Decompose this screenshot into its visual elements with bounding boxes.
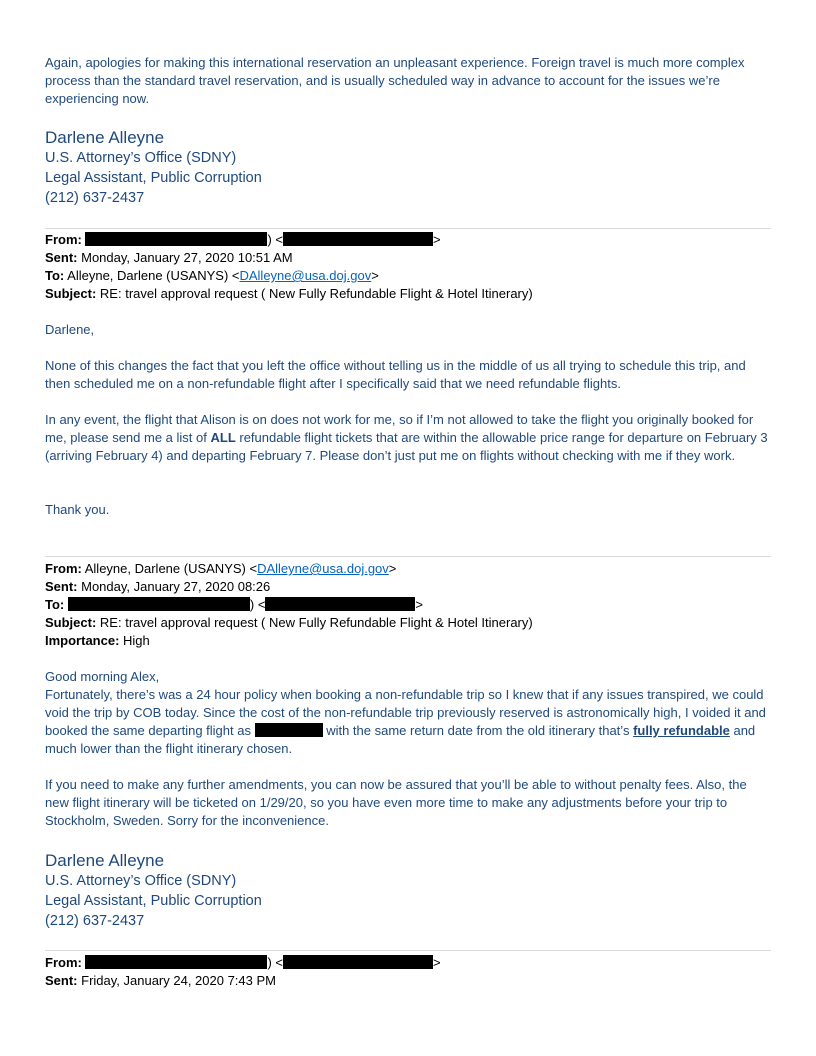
email-header [45, 231, 773, 303]
redaction-bar [68, 597, 250, 611]
address-close: > [433, 955, 441, 970]
address-close: > [415, 597, 424, 612]
redaction-bar [283, 955, 433, 969]
emphasis-all: ALL [210, 430, 236, 445]
subject-label: Subject: [45, 615, 97, 630]
address-open: ) < [267, 955, 284, 970]
from-line [45, 560, 773, 578]
sent-label: Sent: [45, 250, 78, 265]
signature-block [45, 127, 773, 208]
email-link[interactable]: DAlleyne@usa.doj.gov [257, 561, 389, 576]
from-line [45, 231, 773, 249]
subject-text: RE: travel approval request ( New Fully Refundable Flight & Hotel Itinerary) [99, 615, 533, 630]
fully-refundable-link[interactable]: fully refundable [633, 723, 730, 738]
greeting: Darlene, [45, 322, 95, 337]
redaction-bar [85, 232, 267, 246]
to-line [45, 267, 773, 285]
sent-line [45, 249, 773, 267]
header-divider [45, 950, 771, 951]
to-label: To: [45, 268, 65, 283]
from-label: From: [45, 232, 82, 247]
address-close: > [433, 232, 441, 247]
from-label: From: [45, 955, 82, 970]
signature-office: U.S. Attorney’s Office (SDNY) [45, 150, 237, 166]
sent-date: Monday, January 27, 2020 10:51 AM [81, 250, 293, 265]
importance-value: High [123, 633, 150, 648]
address-open: ) < [249, 597, 266, 612]
redaction-bar [283, 232, 433, 246]
address-open: ) < [267, 232, 284, 247]
to-line [45, 596, 773, 614]
email-header [45, 954, 773, 990]
subject-line [45, 614, 773, 632]
importance-line [45, 632, 773, 650]
to-label: To: [45, 597, 65, 612]
from-line [45, 954, 773, 972]
redaction-bar [265, 597, 415, 611]
sent-line [45, 972, 773, 990]
from-label: From: [45, 561, 82, 576]
importance-label: Importance: [45, 633, 120, 648]
sent-line [45, 578, 773, 596]
email-header [45, 560, 773, 650]
signature-block [45, 850, 773, 931]
subject-label: Subject: [45, 286, 97, 301]
signature-title: Legal Assistant, Public Corruption [45, 170, 262, 186]
body-paragraph: None of this changes the fact that you left the office without telling us in the middle of us all trying to schedule this trip, and then scheduled me on a non-refundable flight after I specifically said that we need refundable flights. [45, 358, 746, 391]
signature-title: Legal Assistant, Public Corruption [45, 893, 262, 909]
address-close: > [371, 268, 379, 283]
subject-text: RE: travel approval request ( New Fully Refundable Flight & Hotel Itinerary) [99, 286, 533, 301]
sent-date: Friday, January 24, 2020 7:43 PM [81, 973, 276, 988]
header-divider [45, 228, 771, 229]
body-paragraph: In any event, the flight that Alison is on does not work for me, so if I’m not allowed to take the flight you originally booked for me, please send me a list of ALL refundable flight tickets that are within the allowable price range for departure on February 3 (arriving February 4) and departing February 7. Please don’t just put me on flights without checking with me if they work. [45, 412, 768, 463]
address-close: > [388, 561, 397, 576]
redaction-bar [85, 955, 267, 969]
redaction-bar [255, 723, 323, 737]
subject-line [45, 285, 773, 303]
email-link[interactable]: DAlleyne@usa.doj.gov [239, 268, 372, 283]
sent-label: Sent: [45, 973, 78, 988]
signature-phone: (212) 637-2437 [45, 190, 145, 206]
body-paragraph: Fortunately, there’s was a 24 hour policy when booking a non-refundable trip so I knew that if any issues transpired, we could void the trip by COB today. Since the cost of the non-refundable trip previously reserved is astronomically high, I voided it and booked the same departing flight as with the same return date from the old itinerary that’s fully refundable and much lower than the flight itinerary chosen. [45, 687, 766, 756]
greeting: Good morning Alex, [45, 669, 160, 684]
sent-date: Monday, January 27, 2020 08:26 [81, 579, 271, 594]
signature-name: Darlene Alleyne [45, 851, 165, 870]
from-name: Alleyne, Darlene (USANYS) < [84, 561, 258, 576]
body-paragraph: If you need to make any further amendments, you can now be assured that you’ll be able to without penalty fees. Also, the new flight itinerary will be ticketed on 1/29/20, so you have even more time to make any adjustments before your trip to Stockholm, Sweden. Sorry for the inconvenience. [45, 777, 747, 828]
signature-office: U.S. Attorney’s Office (SDNY) [45, 873, 237, 889]
sent-label: Sent: [45, 579, 78, 594]
signature-name: Darlene Alleyne [45, 128, 165, 147]
closing: Thank you. [45, 502, 110, 517]
signature-phone: (212) 637-2437 [45, 913, 145, 929]
intro-paragraph: Again, apologies for making this international reservation an unpleasant experience. Foreign travel is much more complex process than the standard travel reservation, and is usually scheduled way in advance to account for the issues we’re experiencing now. [45, 55, 745, 106]
header-divider [45, 556, 771, 557]
to-name: Alleyne, Darlene (USANYS) < [67, 268, 240, 283]
